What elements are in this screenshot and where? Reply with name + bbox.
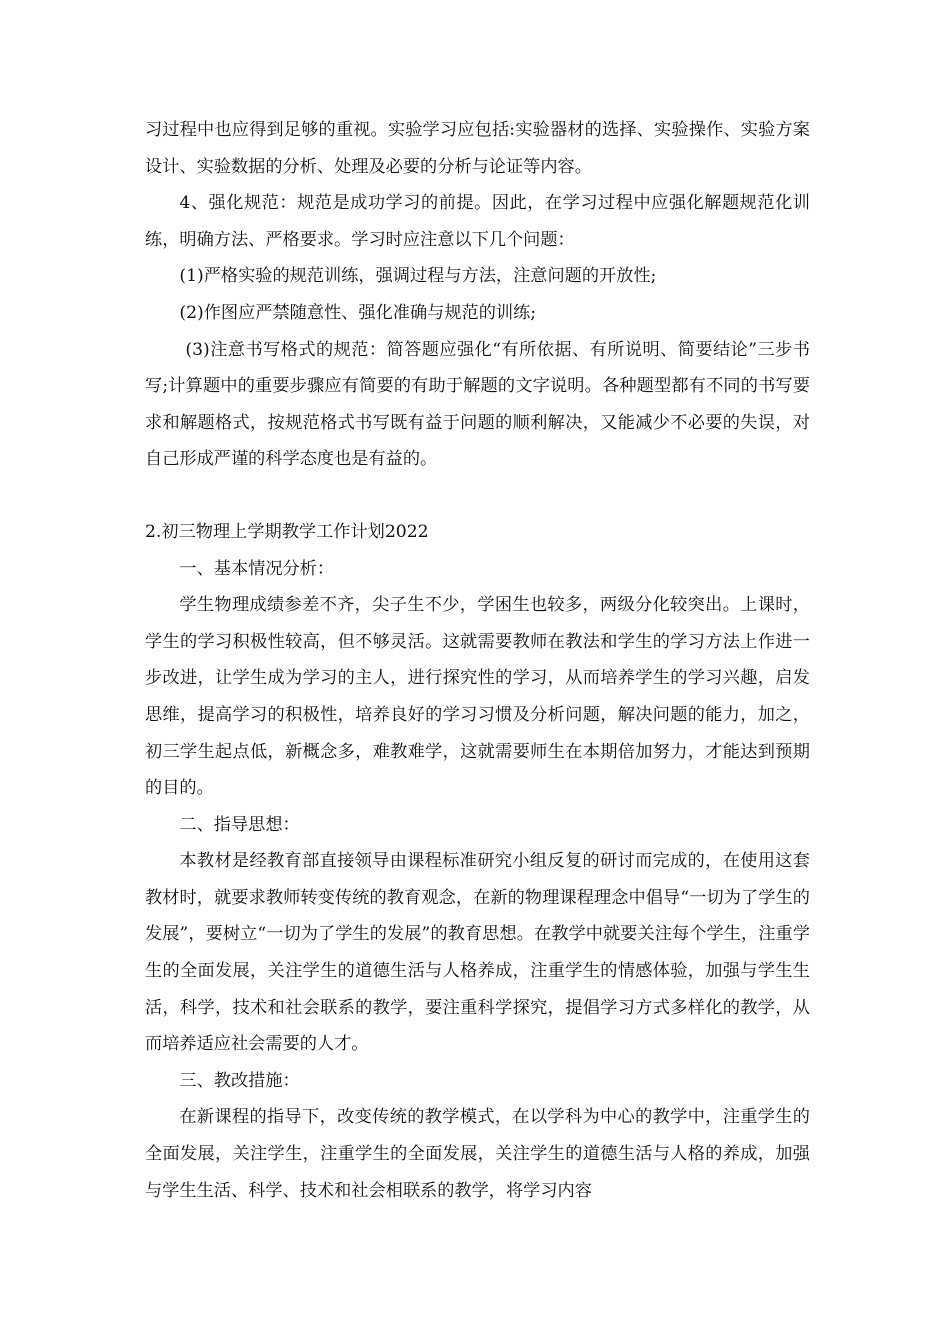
- section-title: 2.初三物理上学期教学工作计划2022: [145, 521, 429, 542]
- list-item-experiment-training: (1)严格实验的规范训练，强调过程与方法，注意问题的开放性;: [179, 266, 657, 287]
- list-item-drawing: (2)作图应严禁随意性、强化准确与规范的训练;: [179, 302, 537, 323]
- paragraph-guiding-ideology: 本教材是经教育部直接领导由课程标准研究小组反复的研讨而完成的，在使用这套教材时，就要求教师转变传统的教育观念，在新的物理课程理念中倡导“一切为了学生的发展”，要树立“一切为了学生的发展”的教育思想。在教学中就要关注每个学生，注重学生的全面发展，关注学生的道德生活与人格养成，注重学生的情感体验，加强与学生生活，科学，技术和社会联系的教学，要注重科学探究，提倡学习方式多样化的教学，从而培养适应社会需要的人才。: [145, 851, 810, 1055]
- heading-reform-measures: 三、教改措施：: [179, 1070, 300, 1091]
- paragraph-reform-measures: 在新课程的指导下，改变传统的教学模式，在以学科为中心的教学中，注重学生的全面发展，关注学生，注重学生的全面发展，关注学生的道德生活与人格的养成，加强与学生生活、科学、技术和社会相联系的教学，将学习内容: [145, 1107, 810, 1201]
- paragraph-experiment-content: 习过程中也应得到足够的重视。实验学习应包括:实验器材的选择、实验操作、实验方案设计、实验数据的分析、处理及必要的分析与论证等内容。: [145, 120, 810, 177]
- heading-basic-analysis: 一、基本情况分析：: [179, 558, 335, 579]
- paragraph-basic-analysis: 学生物理成绩参差不齐，尖子生不少，学困生也较多，两级分化较突出。上课时，学生的学习积极性较高，但不够灵活。这就需要教师在教法和学生的学习方法上作进一步改进，让学生成为学习的主人，进行探究性的学习，从而培养学生的学习兴趣，启发思维，提高学习的积极性，培养良好的学习习惯及分析问题，解决问题的能力，加之，初三学生起点低，新概念多，难教难学，这就需要师生在本期倍加努力，才能达到预期的目的。: [145, 595, 810, 799]
- paragraph-standardization: 4、强化规范：规范是成功学习的前提。因此，在学习过程中应强化解题规范化训练，明确方法、严格要求。学习时应注意以下几个问题：: [145, 193, 810, 250]
- list-item-writing-format: (3)注意书写格式的规范：简答题应强化“有所依据、有所说明、简要结论”三步书写;计算题中的重要步骤应有简要的有助于解题的文字说明。各种题型都有不同的书写要求和解题格式，按规范格式书写既有益于问题的顺利解决，又能减少不必要的失误，对自己形成严谨的科学态度也是有益的。: [145, 339, 810, 470]
- document-body: [145, 112, 810, 1209]
- heading-guiding-ideology: 二、指导思想：: [179, 814, 300, 835]
